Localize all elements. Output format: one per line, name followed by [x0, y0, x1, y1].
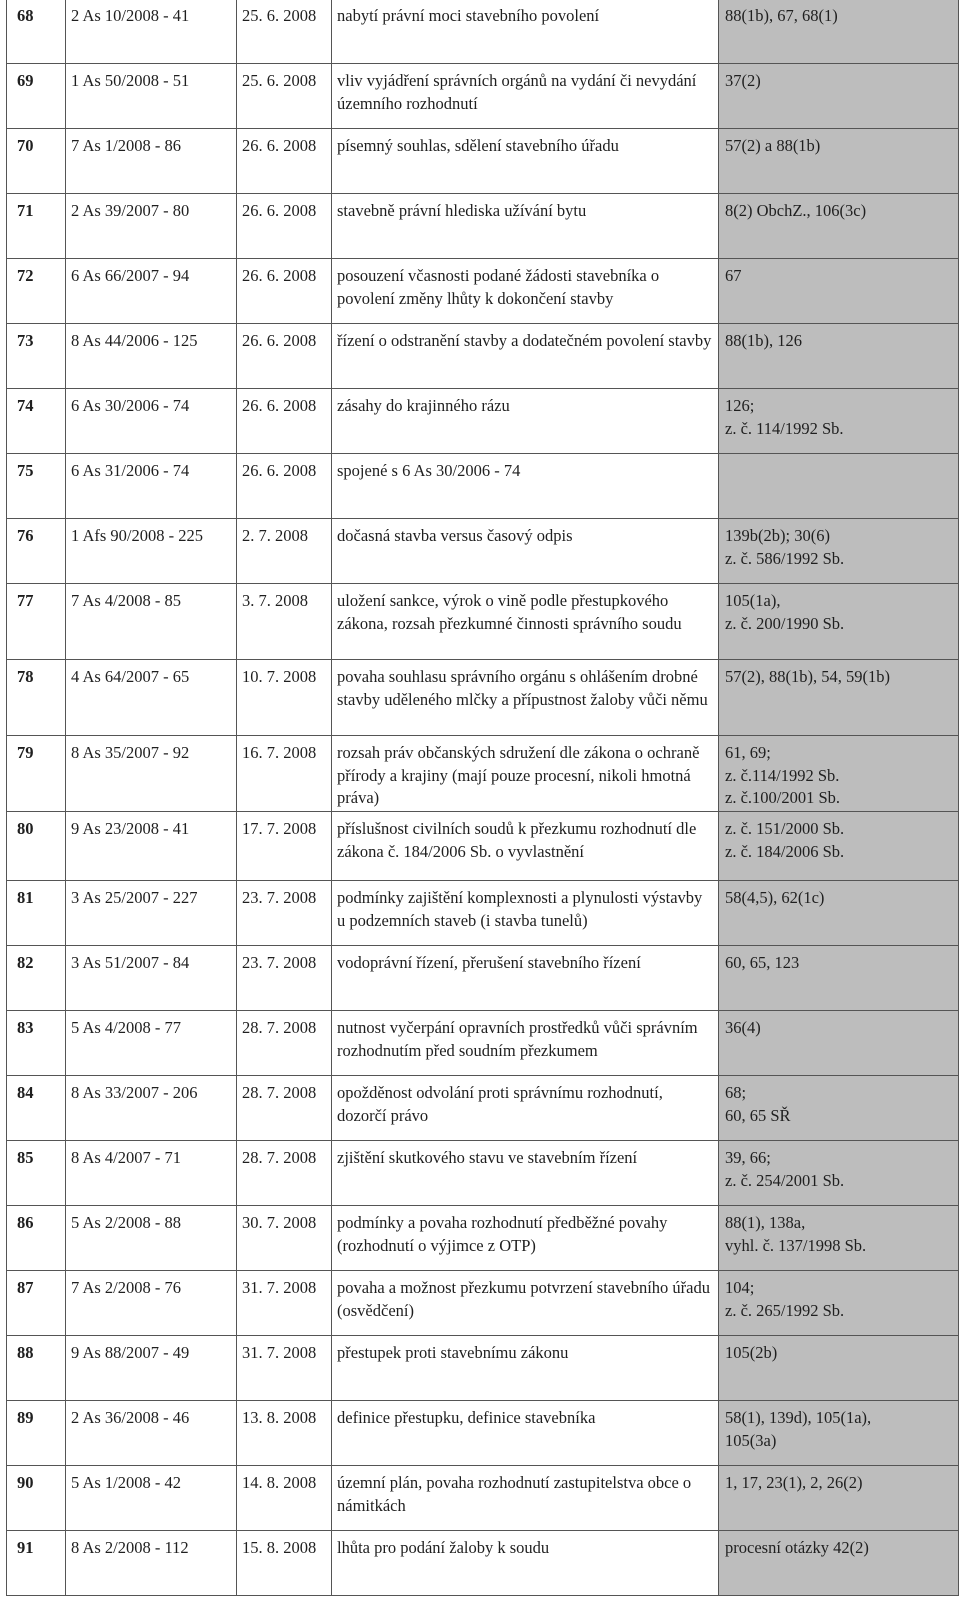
law-reference: 1, 17, 23(1), 2, 26(2) [719, 1466, 959, 1531]
topic-description: definice přestupku, definice stavebníka [332, 1401, 719, 1466]
table-row [7, 64, 959, 129]
table-row [7, 1206, 959, 1271]
case-number: 6 As 66/2007 - 94 [66, 259, 237, 324]
row-number: 70 [7, 129, 66, 194]
row-number: 76 [7, 519, 66, 584]
case-number: 8 As 2/2008 - 112 [66, 1531, 237, 1596]
decision-date: 30. 7. 2008 [237, 1206, 332, 1271]
law-reference: procesní otázky 42(2) [719, 1531, 959, 1596]
topic-description: písemný souhlas, sdělení stavebního úřadu [332, 129, 719, 194]
decision-date: 10. 7. 2008 [237, 660, 332, 736]
case-number: 8 As 35/2007 - 92 [66, 736, 237, 812]
law-reference: 139b(2b); 30(6) z. č. 586/1992 Sb. [719, 519, 959, 584]
topic-description: příslušnost civilních soudů k přezkumu rozhodnutí dle zákona č. 184/2006 Sb. o vyvlastnění [332, 812, 719, 881]
table-row [7, 812, 959, 881]
table-row [7, 946, 959, 1011]
decision-date: 14. 8. 2008 [237, 1466, 332, 1531]
decision-date: 2. 7. 2008 [237, 519, 332, 584]
table-row [7, 584, 959, 660]
law-reference: 105(2b) [719, 1336, 959, 1401]
case-number: 8 As 4/2007 - 71 [66, 1141, 237, 1206]
case-number: 9 As 88/2007 - 49 [66, 1336, 237, 1401]
table-row [7, 389, 959, 454]
judgments-table [6, 0, 959, 1596]
law-reference: 88(1b), 126 [719, 324, 959, 389]
topic-description: vodoprávní řízení, přerušení stavebního řízení [332, 946, 719, 1011]
decision-date: 28. 7. 2008 [237, 1011, 332, 1076]
table-row [7, 1076, 959, 1141]
case-number: 3 As 51/2007 - 84 [66, 946, 237, 1011]
table-row [7, 1336, 959, 1401]
case-number: 6 As 30/2006 - 74 [66, 389, 237, 454]
case-number: 7 As 1/2008 - 86 [66, 129, 237, 194]
topic-description: spojené s 6 As 30/2006 - 74 [332, 454, 719, 519]
topic-description: uložení sankce, výrok o vině podle přestupkového zákona, rozsah přezkumné činnosti správního soudu [332, 584, 719, 660]
law-reference: 37(2) [719, 64, 959, 129]
law-reference: 61, 69; z. č.114/1992 Sb. z. č.100/2001 Sb. [719, 736, 959, 812]
case-number: 4 As 64/2007 - 65 [66, 660, 237, 736]
decision-date: 25. 6. 2008 [237, 64, 332, 129]
topic-description: posouzení včasnosti podané žádosti stavebníka o povolení změny lhůty k dokončení stavby [332, 259, 719, 324]
case-number: 2 As 39/2007 - 80 [66, 194, 237, 259]
row-number: 87 [7, 1271, 66, 1336]
law-reference: 39, 66; z. č. 254/2001 Sb. [719, 1141, 959, 1206]
law-reference: 104; z. č. 265/1992 Sb. [719, 1271, 959, 1336]
table-row [7, 881, 959, 946]
case-number: 9 As 23/2008 - 41 [66, 812, 237, 881]
decision-date: 15. 8. 2008 [237, 1531, 332, 1596]
decision-date: 23. 7. 2008 [237, 946, 332, 1011]
table-row [7, 324, 959, 389]
topic-description: územní plán, povaha rozhodnutí zastupitelstva obce o námitkách [332, 1466, 719, 1531]
row-number: 91 [7, 1531, 66, 1596]
topic-description: přestupek proti stavebnímu zákonu [332, 1336, 719, 1401]
decision-date: 26. 6. 2008 [237, 454, 332, 519]
table-body [7, 0, 959, 1596]
table-row [7, 1011, 959, 1076]
row-number: 75 [7, 454, 66, 519]
row-number: 79 [7, 736, 66, 812]
decision-date: 26. 6. 2008 [237, 259, 332, 324]
topic-description: rozsah práv občanských sdružení dle zákona o ochraně přírody a krajiny (mají pouze procesní, nikoli hmotná práva) [332, 736, 719, 812]
law-reference: 88(1b), 67, 68(1) [719, 0, 959, 64]
decision-date: 26. 6. 2008 [237, 194, 332, 259]
row-number: 82 [7, 946, 66, 1011]
case-number: 5 As 4/2008 - 77 [66, 1011, 237, 1076]
row-number: 74 [7, 389, 66, 454]
law-reference: 57(2) a 88(1b) [719, 129, 959, 194]
law-reference [719, 454, 959, 519]
table-row [7, 736, 959, 812]
case-number: 5 As 2/2008 - 88 [66, 1206, 237, 1271]
row-number: 78 [7, 660, 66, 736]
table-row [7, 0, 959, 64]
decision-date: 17. 7. 2008 [237, 812, 332, 881]
row-number: 89 [7, 1401, 66, 1466]
row-number: 77 [7, 584, 66, 660]
row-number: 68 [7, 0, 66, 64]
row-number: 84 [7, 1076, 66, 1141]
law-reference: 36(4) [719, 1011, 959, 1076]
topic-description: podmínky a povaha rozhodnutí předběžné povahy (rozhodnutí o výjimce z OTP) [332, 1206, 719, 1271]
topic-description: zjištění skutkového stavu ve stavebním řízení [332, 1141, 719, 1206]
row-number: 72 [7, 259, 66, 324]
row-number: 71 [7, 194, 66, 259]
decision-date: 26. 6. 2008 [237, 389, 332, 454]
topic-description: vliv vyjádření správních orgánů na vydání či nevydání územního rozhodnutí [332, 64, 719, 129]
table-row [7, 1466, 959, 1531]
decision-date: 3. 7. 2008 [237, 584, 332, 660]
table-row [7, 1271, 959, 1336]
topic-description: nabytí právní moci stavebního povolení [332, 0, 719, 64]
topic-description: lhůta pro podání žaloby k soudu [332, 1531, 719, 1596]
decision-date: 16. 7. 2008 [237, 736, 332, 812]
table-row [7, 259, 959, 324]
decision-date: 13. 8. 2008 [237, 1401, 332, 1466]
table-row [7, 1141, 959, 1206]
table-row [7, 454, 959, 519]
row-number: 69 [7, 64, 66, 129]
case-number: 8 As 33/2007 - 206 [66, 1076, 237, 1141]
topic-description: stavebně právní hlediska užívání bytu [332, 194, 719, 259]
table-row [7, 519, 959, 584]
case-number: 1 Afs 90/2008 - 225 [66, 519, 237, 584]
case-number: 8 As 44/2006 - 125 [66, 324, 237, 389]
topic-description: zásahy do krajinného rázu [332, 389, 719, 454]
topic-description: řízení o odstranění stavby a dodatečném povolení stavby [332, 324, 719, 389]
case-number: 5 As 1/2008 - 42 [66, 1466, 237, 1531]
decision-date: 25. 6. 2008 [237, 0, 332, 64]
decision-date: 26. 6. 2008 [237, 324, 332, 389]
case-number: 3 As 25/2007 - 227 [66, 881, 237, 946]
law-reference: 126; z. č. 114/1992 Sb. [719, 389, 959, 454]
case-number: 2 As 36/2008 - 46 [66, 1401, 237, 1466]
law-reference: 8(2) ObchZ., 106(3c) [719, 194, 959, 259]
row-number: 81 [7, 881, 66, 946]
law-reference: z. č. 151/2000 Sb. z. č. 184/2006 Sb. [719, 812, 959, 881]
law-reference: 57(2), 88(1b), 54, 59(1b) [719, 660, 959, 736]
table-row [7, 129, 959, 194]
law-reference: 58(4,5), 62(1c) [719, 881, 959, 946]
topic-description: opožděnost odvolání proti správnímu rozhodnutí, dozorčí právo [332, 1076, 719, 1141]
row-number: 83 [7, 1011, 66, 1076]
topic-description: povaha souhlasu správního orgánu s ohlášením drobné stavby uděleného mlčky a přípustnost žaloby vůči němu [332, 660, 719, 736]
row-number: 90 [7, 1466, 66, 1531]
case-number: 1 As 50/2008 - 51 [66, 64, 237, 129]
law-reference: 105(1a), z. č. 200/1990 Sb. [719, 584, 959, 660]
case-number: 7 As 2/2008 - 76 [66, 1271, 237, 1336]
topic-description: povaha a možnost přezkumu potvrzení stavebního úřadu (osvědčení) [332, 1271, 719, 1336]
decision-date: 28. 7. 2008 [237, 1141, 332, 1206]
topic-description: dočasná stavba versus časový odpis [332, 519, 719, 584]
topic-description: nutnost vyčerpání opravních prostředků vůči správním rozhodnutím před soudním přezkumem [332, 1011, 719, 1076]
table-row [7, 1401, 959, 1466]
law-reference: 58(1), 139d), 105(1a), 105(3a) [719, 1401, 959, 1466]
row-number: 86 [7, 1206, 66, 1271]
table-row [7, 660, 959, 736]
decision-date: 23. 7. 2008 [237, 881, 332, 946]
row-number: 88 [7, 1336, 66, 1401]
table-row [7, 1531, 959, 1596]
row-number: 80 [7, 812, 66, 881]
case-number: 6 As 31/2006 - 74 [66, 454, 237, 519]
law-reference: 67 [719, 259, 959, 324]
row-number: 73 [7, 324, 66, 389]
law-reference: 60, 65, 123 [719, 946, 959, 1011]
table-row [7, 194, 959, 259]
topic-description: podmínky zajištění komplexnosti a plynulosti výstavby u podzemních staveb (i stavba tunelů) [332, 881, 719, 946]
case-number: 7 As 4/2008 - 85 [66, 584, 237, 660]
decision-date: 31. 7. 2008 [237, 1336, 332, 1401]
row-number: 85 [7, 1141, 66, 1206]
law-reference: 68; 60, 65 SŘ [719, 1076, 959, 1141]
decision-date: 26. 6. 2008 [237, 129, 332, 194]
decision-date: 28. 7. 2008 [237, 1076, 332, 1141]
decision-date: 31. 7. 2008 [237, 1271, 332, 1336]
case-number: 2 As 10/2008 - 41 [66, 0, 237, 64]
law-reference: 88(1), 138a, vyhl. č. 137/1998 Sb. [719, 1206, 959, 1271]
